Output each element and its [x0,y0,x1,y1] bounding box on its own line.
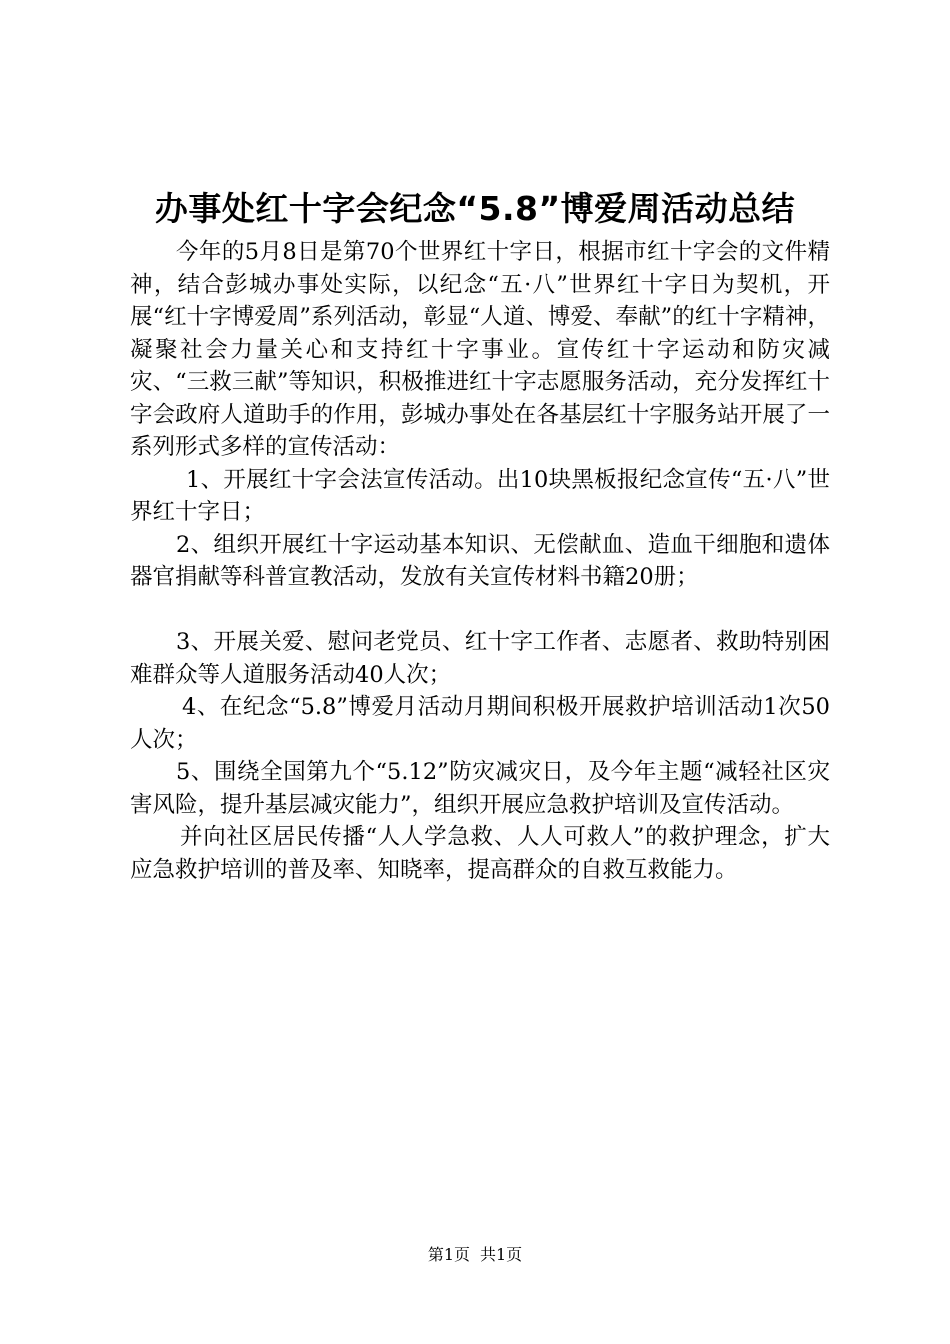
list-item-1: 1、开展红十字会法宣传活动。出10块黑板报纪念宣传“五·八”世界红十字日； [130,466,830,525]
page-footer [0,1244,950,1266]
document-title: 办事处红十字会纪念“5.8”博爱周活动总结 [154,189,796,228]
list-item-4: 4、在纪念“5.8”博爱月活动月期间积极开展救护培训活动1次50人次； [130,694,830,753]
page-total: 共1页 [480,1245,523,1264]
page-number: 第1页 [427,1245,470,1264]
list-item-5: 5、围绕全国第九个“5.12”防灾减灾日，及今年主题“减轻社区灾害风险，提升基层减灾能力”，组织开展应急救护培训及宣传活动。 [130,759,830,818]
list-item-3: 3、开展关爱、慰问老党员、红十字工作者、志愿者、救助特别困难群众等人道服务活动40人次； [130,629,830,688]
document-body [130,236,830,886]
list-item-2: 2、组织开展红十字运动基本知识、无偿献血、造血干细胞和遗体器官捐献等科普宣教活动，发放有关宣传材料书籍20册； [130,531,830,590]
intro-paragraph: 今年的5月8日是第70个世界红十字日，根据市红十字会的文件精神，结合彭城办事处实际，以纪念“五·八”世界红十字日为契机，开展“红十字博爱周”系列活动，彰显“人道、博爱、奉献”的红十字精神，凝聚社会力量关心和支持红十字事业。宣传红十字运动和防灾减灾、“三救三献”等知识，积极推进红十字志愿服务活动，充分发挥红十字会政府人道助手的作用，彭城办事处在各基层红十字服务站开展了一系列形式多样的宣传活动： [130,239,830,460]
closing-paragraph: 并向社区居民传播“人人学急救、人人可救人”的救护理念，扩大应急救护培训的普及率、知晓率，提高群众的自救互救能力。 [130,824,830,883]
